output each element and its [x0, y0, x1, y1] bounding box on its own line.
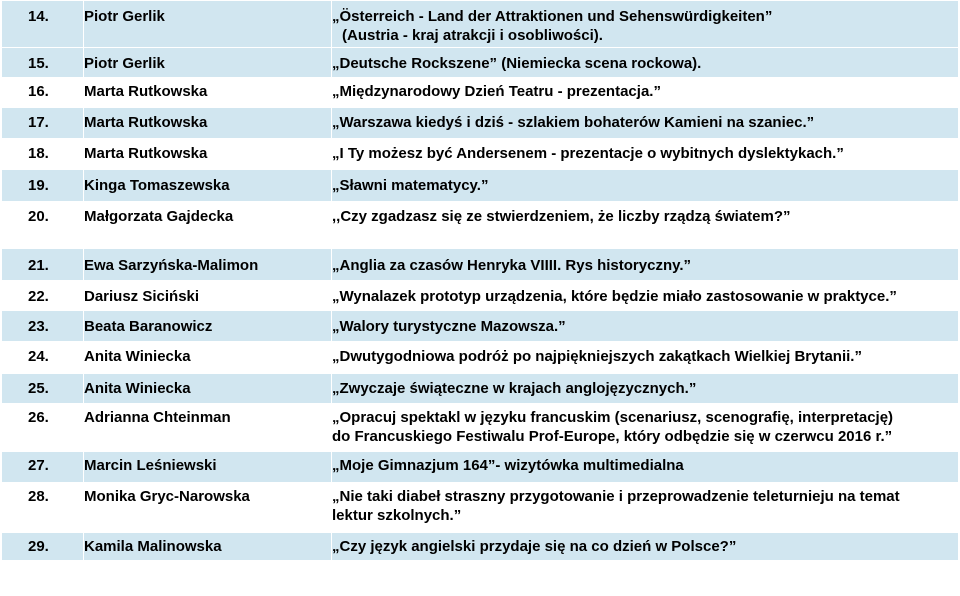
project-title: „I Ty możesz być Andersenem - prezentacje o wybitnych dyslektykach.”: [332, 139, 959, 170]
row-number: 15.: [2, 48, 84, 78]
project-title-line1: „Österreich - Land der Attraktionen und Sehenswürdigkeiten”: [332, 8, 773, 25]
project-title: „Zwyczaje świąteczne w krajach anglojęzycznych.”: [332, 374, 959, 404]
project-title: ,,Czy zgadzasz się ze stwierdzeniem, że liczby rządzą światem?”: [332, 202, 959, 249]
table-row: [2, 374, 959, 404]
row-number: 25.: [2, 374, 84, 404]
project-title: „Wynalazek prototyp urządzenia, które będzie miało zastosowanie w praktyce.”: [332, 281, 959, 311]
table-row: [2, 108, 959, 139]
row-number: 19.: [2, 170, 84, 202]
project-title: „Warszawa kiedyś i dziś - szlakiem bohaterów Kamieni na szaniec.”: [332, 108, 959, 139]
table-row: [2, 139, 959, 170]
author-name: Piotr Gerlik: [84, 1, 332, 48]
project-title: „Sławni matematycy.”: [332, 170, 959, 202]
author-name: Monika Gryc-Narowska: [84, 483, 332, 533]
table-row: [2, 404, 959, 452]
author-name: Marta Rutkowska: [84, 78, 332, 108]
author-name: Marta Rutkowska: [84, 139, 332, 170]
project-title: [332, 404, 959, 452]
project-title: „Dwutygodniowa podróż po najpiękniejszych zakątkach Wielkiej Brytanii.”: [332, 342, 959, 374]
row-number: 29.: [2, 533, 84, 561]
author-name: Kamila Malinowska: [84, 533, 332, 561]
projects-table: [1, 0, 959, 561]
project-title-line1: „Nie taki diabeł straszny przygotowanie i przeprowadzenie teleturnieju na temat: [332, 488, 900, 505]
project-title: „Deutsche Rockszene” (Niemiecka scena rockowa).: [332, 48, 959, 78]
table-row: [2, 202, 959, 249]
project-title: [332, 483, 959, 533]
row-number: 26.: [2, 404, 84, 452]
author-name: Beata Baranowicz: [84, 311, 332, 342]
row-number: 20.: [2, 202, 84, 249]
table-row: [2, 483, 959, 533]
row-number: 18.: [2, 139, 84, 170]
project-title: „Anglia za czasów Henryka VIIII. Rys historyczny.”: [332, 249, 959, 281]
project-title: „Czy język angielski przydaje się na co dzień w Polsce?”: [332, 533, 959, 561]
author-name: Dariusz Siciński: [84, 281, 332, 311]
author-name: Marta Rutkowska: [84, 108, 332, 139]
row-number: 24.: [2, 342, 84, 374]
row-number: 28.: [2, 483, 84, 533]
project-title-line1: „Opracuj spektakl w języku francuskim (scenariusz, scenografię, interpretację): [332, 409, 894, 426]
author-name: Ewa Sarzyńska-Malimon: [84, 249, 332, 281]
author-name: Kinga Tomaszewska: [84, 170, 332, 202]
project-title-line2: lektur szkolnych.”: [332, 507, 462, 524]
table-row: [2, 1, 959, 48]
project-title: „Walory turystyczne Mazowsza.”: [332, 311, 959, 342]
table-row: [2, 452, 959, 483]
table-row: [2, 342, 959, 374]
author-name: Adrianna Chteinman: [84, 404, 332, 452]
project-title: „Międzynarodowy Dzień Teatru - prezentacja.”: [332, 78, 959, 108]
row-number: 27.: [2, 452, 84, 483]
table-row: [2, 533, 959, 561]
row-number: 21.: [2, 249, 84, 281]
row-number: 23.: [2, 311, 84, 342]
row-number: 14.: [2, 1, 84, 48]
table-row: [2, 48, 959, 78]
table-row: [2, 311, 959, 342]
author-name: Piotr Gerlik: [84, 48, 332, 78]
row-number: 16.: [2, 78, 84, 108]
table-row: [2, 249, 959, 281]
table-row: [2, 170, 959, 202]
row-number: 22.: [2, 281, 84, 311]
project-title-line2: do Francuskiego Festiwalu Prof-Europe, który odbędzie się w czerwcu 2016 r.”: [332, 428, 893, 445]
table-row: [2, 281, 959, 311]
author-name: Anita Winiecka: [84, 374, 332, 404]
author-name: Małgorzata Gajdecka: [84, 202, 332, 249]
table-row: [2, 78, 959, 108]
author-name: Marcin Leśniewski: [84, 452, 332, 483]
project-title-line2: (Austria - kraj atrakcji i osobliwości).: [342, 27, 603, 44]
project-title: „Moje Gimnazjum 164”- wizytówka multimedialna: [332, 452, 959, 483]
row-number: 17.: [2, 108, 84, 139]
project-title: [332, 1, 959, 48]
author-name: Anita Winiecka: [84, 342, 332, 374]
